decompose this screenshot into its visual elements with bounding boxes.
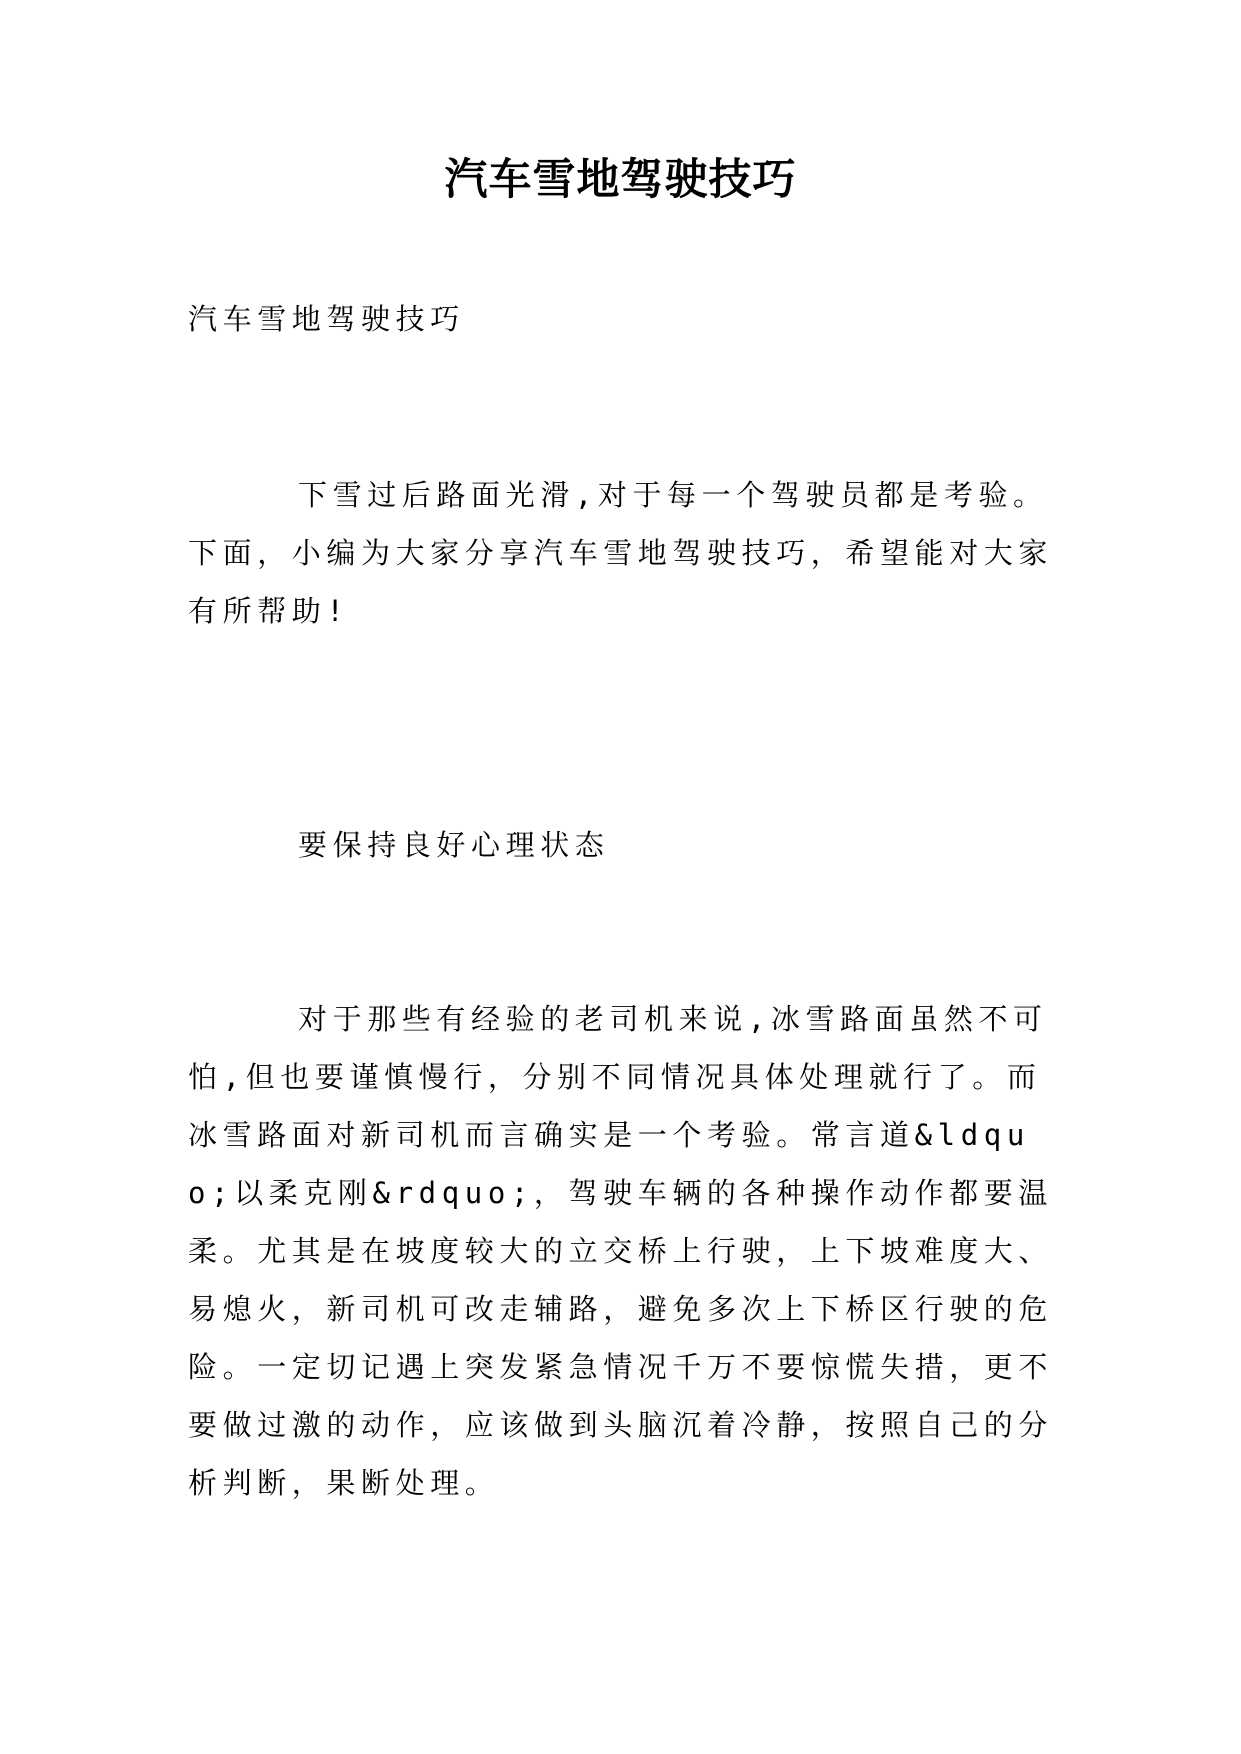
section-heading: 要保持良好心理状态 (298, 828, 610, 862)
document-title: 汽车雪地驾驶技巧 (444, 155, 797, 205)
document-subtitle: 汽车雪地驾驶技巧 (188, 302, 465, 336)
intro-paragraph: 下雪过后路面光滑,对于每一个驾驶员都是考验。下面，小编为大家分享汽车雪地驾驶技巧，希望能对大家有所帮助! (188, 478, 1054, 628)
body-paragraph: 对于那些有经验的老司机来说,冰雪路面虽然不可怕,但也要谨慎慢行，分别不同情况具体处理就行了。而冰雪路面对新司机而言确实是一个考验。常言道&ldquo;以柔克刚&rdquo;，驾驶车辆的各种操作动作都要温柔。尤其是在坡度较大的立交桥上行驶，上下坡难度大、易熄火，新司机可改走辅路，避免多次上下桥区行驶的危险。一定切记遇上突发紧急情况千万不要惊慌失措，更不要做过激的动作，应该做到头脑沉着冷静，按照自己的分析判断，果断处理。 (188, 1002, 1054, 1500)
